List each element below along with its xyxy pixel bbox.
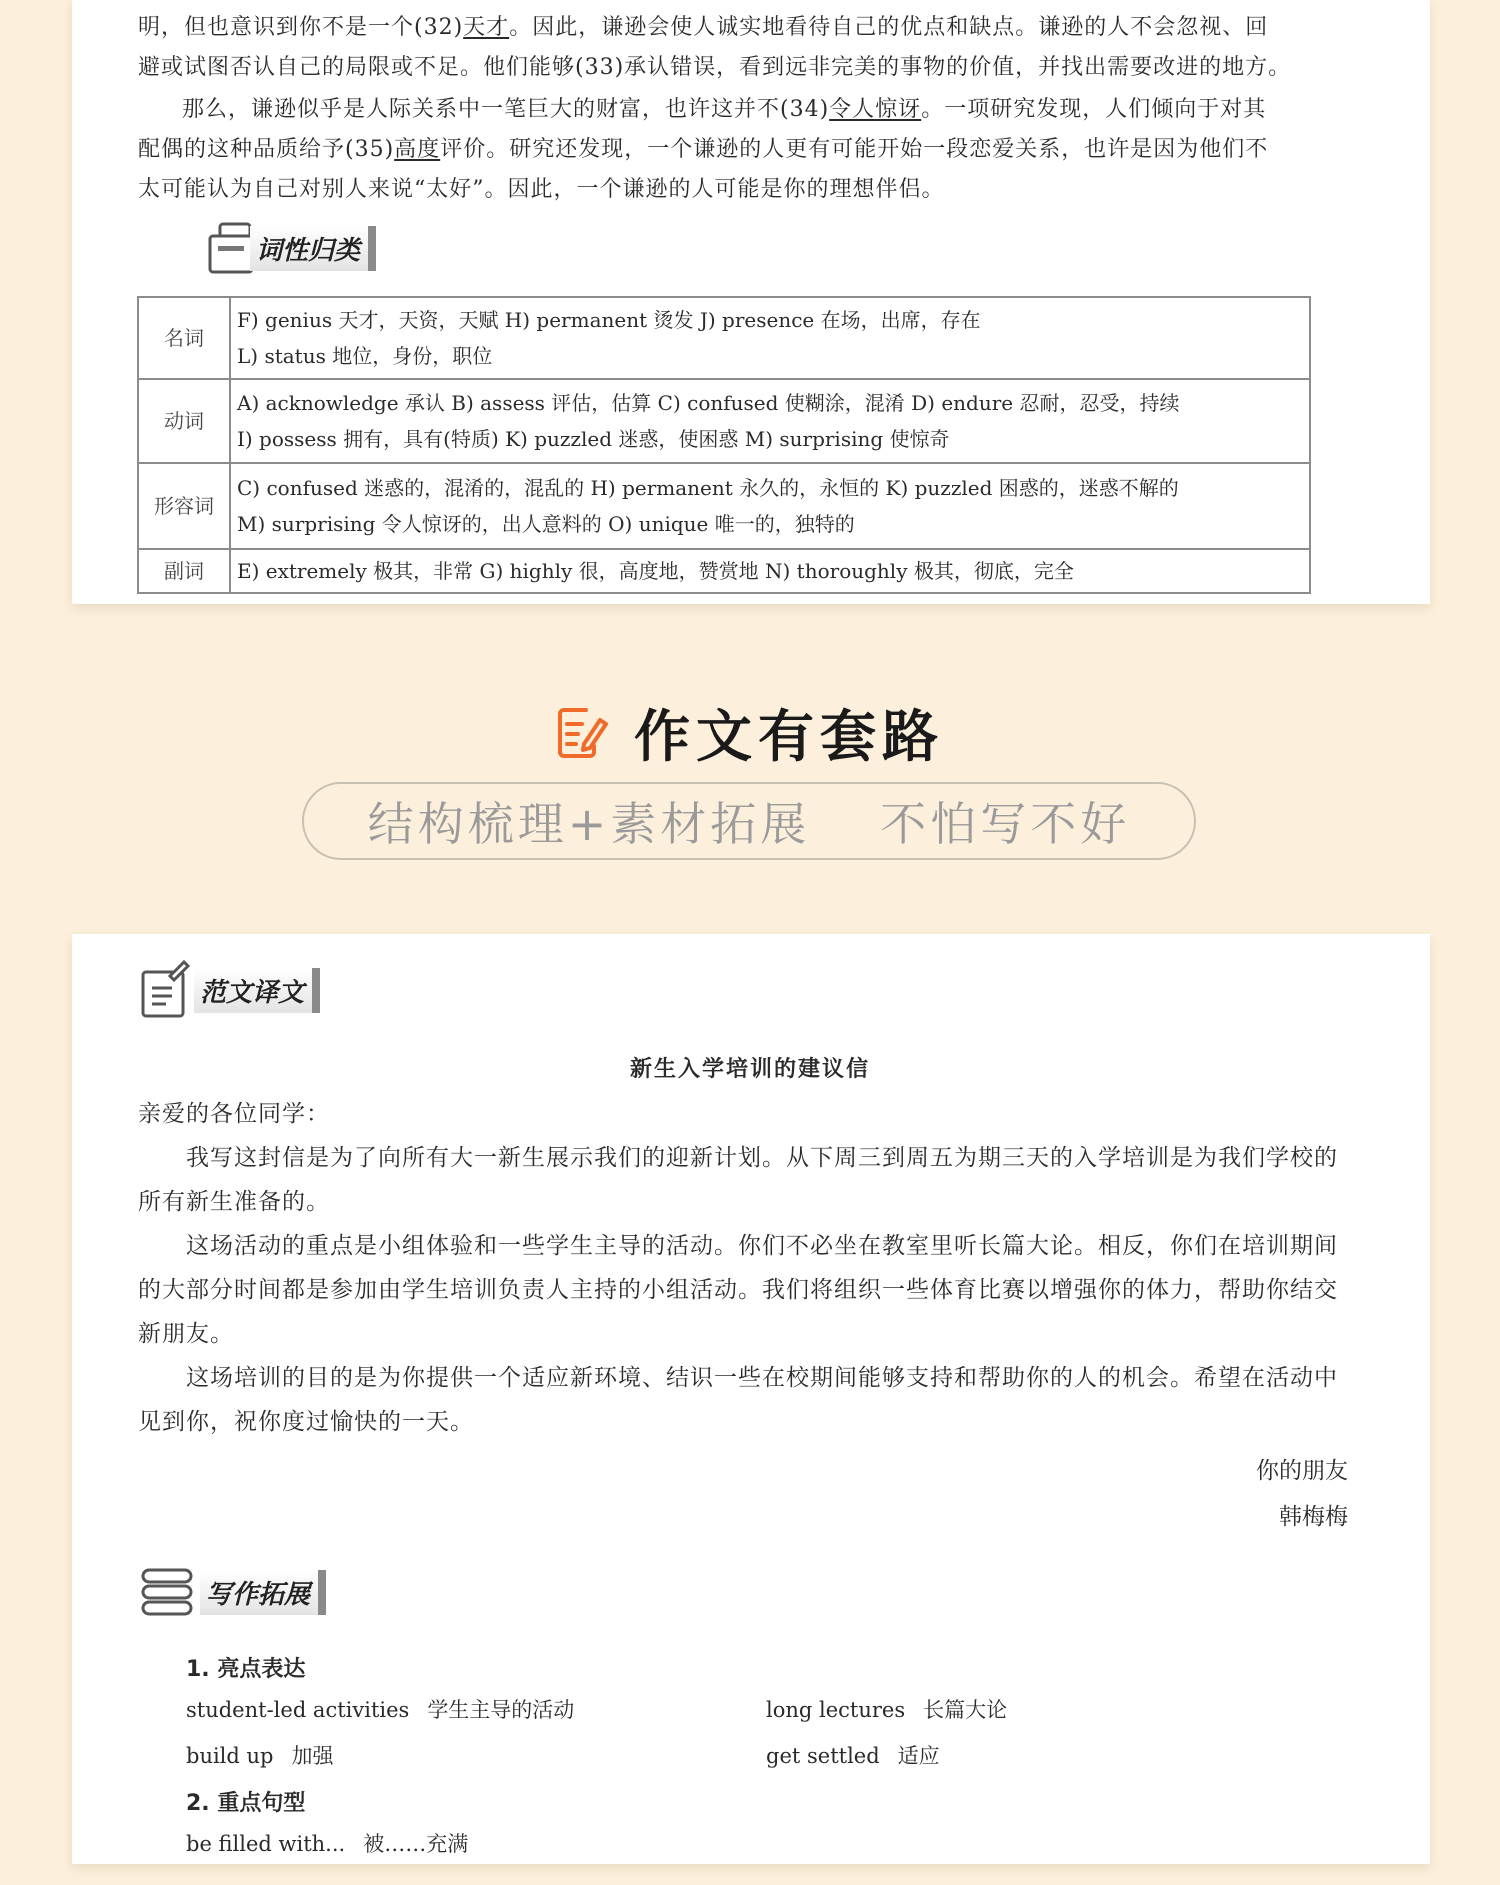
banner-title: 作文有套路 xyxy=(634,705,944,770)
expression-item: student-led activities 学生主导的活动 xyxy=(186,1698,575,1722)
banner-subtitle-a: 结构梳理+素材拓展 xyxy=(367,797,811,851)
reading-para-1: 明，但也意识到你不是一个(32)天才。因此，谦逊会使人诚实地看待自己的优点和缺点。谦逊的人不会忽视、回 避或试图否认自己的局限或不足。他们能够(33)承认错误，看到远非完美的事物的价值，并找出需要改进的地方。 xyxy=(138,15,1292,80)
letter-paragraph: 这场培训的目的是为你提供一个适应新环境、结识一些在校期间能够支持和帮助你的人的机会。希望在活动中见到你，祝你度过愉快的一天。 xyxy=(138,1365,1338,1435)
letter-title: 新生入学培训的建议信 xyxy=(629,1057,870,1082)
pos-cell: 副词 xyxy=(138,549,230,593)
answer-34: 令人惊讶 xyxy=(829,97,922,122)
folder-icon xyxy=(208,222,256,274)
banner-title-row xyxy=(0,693,1500,773)
answer-32: 天才 xyxy=(463,15,510,40)
words-cell: C) confused 迷惑的，混淆的，混乱的 H) permanent 永久的，永恒的 K) puzzled 困惑的，迷惑不解的 M) surprising 令人惊讶的，出人意料的 O) unique 唯一的，独特的 xyxy=(230,463,1310,549)
words-cell: F) genius 天才，天资，天赋 H) permanent 烫发 J) presence 在场，出席，存在 L) status 地位，身份，职位 xyxy=(230,297,1310,379)
pos-cell: 名词 xyxy=(138,297,230,379)
key-patterns-heading: 2. 重点句型 xyxy=(186,1791,306,1816)
translation-section-label: 范文译文 xyxy=(194,968,320,1013)
reading-para-2-cont: 配偶的这种品质给予(35)高度评价。研究还发现，一个谦逊的人更有可能开始一段恋爱关系，也许是因为他们不 太可能认为自己对别人来说“太好”。因此，一个谦逊的人可能是你的理想伴侣。 xyxy=(138,137,1269,202)
table-row xyxy=(138,463,1310,549)
extension-section-label: 写作拓展 xyxy=(200,1570,326,1615)
words-cell: E) extremely 极其，非常 G) highly 很，高度地，赞赏地 N) thoroughly 极其，彻底，完全 xyxy=(230,549,1310,593)
edit-note-icon xyxy=(556,706,608,760)
expression-item: get settled 适应 xyxy=(766,1744,940,1768)
letter-paragraph: 这场活动的重点是小组体验和一些学生主导的活动。你们不必坐在教室里听长篇大论。相反，你们在培训期间的大部分时间都是参加由学生培训负责人主持的小组活动。我们将组织一些体育比赛以增强你的体力，帮助你结交新朋友。 xyxy=(138,1233,1338,1347)
letter-paragraph: 我写这封信是为了向所有大一新生展示我们的迎新计划。从下周三到周五为期三天的入学培训是为我们学校的所有新生准备的。 xyxy=(138,1145,1338,1215)
table-row xyxy=(138,297,1310,379)
answer-35: 高度 xyxy=(394,137,441,162)
expression-item: build up 加强 xyxy=(186,1744,334,1768)
vocab-table xyxy=(137,296,1311,594)
expression-item: long lectures 长篇大论 xyxy=(766,1698,1008,1722)
vocab-section-label: 词性归类 xyxy=(250,226,376,271)
books-icon xyxy=(140,1566,196,1618)
letter-signature: 韩梅梅 xyxy=(1279,1504,1348,1530)
sentence-pattern-item: be filled with... 被……充满 xyxy=(186,1832,469,1856)
table-row xyxy=(138,379,1310,463)
translation-section-header xyxy=(140,960,320,1020)
banner-subtitle-pill xyxy=(302,782,1196,860)
banner-subtitle-b: 不怕写不好 xyxy=(880,797,1131,851)
pos-cell: 动词 xyxy=(138,379,230,463)
pos-cell: 形容词 xyxy=(138,463,230,549)
words-cell: A) acknowledge 承认 B) assess 评估，估算 C) confused 使糊涂，混淆 D) endure 忍耐，忍受，持续 I) possess 拥有，具有(特质) K) puzzled 迷惑，使困惑 M) surprising 使惊奇 xyxy=(230,379,1310,463)
document-pen-icon xyxy=(140,960,190,1020)
highlight-expressions-heading: 1. 亮点表达 xyxy=(186,1657,306,1682)
reading-para-2: 那么，谦逊似乎是人际关系中一笔巨大的财富，也许这并不(34)令人惊讶。一项研究发现，人们倾向于对其 xyxy=(182,97,1267,122)
letter-greeting: 亲爱的各位同学： xyxy=(138,1101,330,1127)
extension-section-header xyxy=(140,1566,326,1618)
vocab-section-header xyxy=(208,222,376,274)
letter-closing: 你的朋友 xyxy=(1256,1458,1348,1484)
table-row xyxy=(138,549,1310,593)
